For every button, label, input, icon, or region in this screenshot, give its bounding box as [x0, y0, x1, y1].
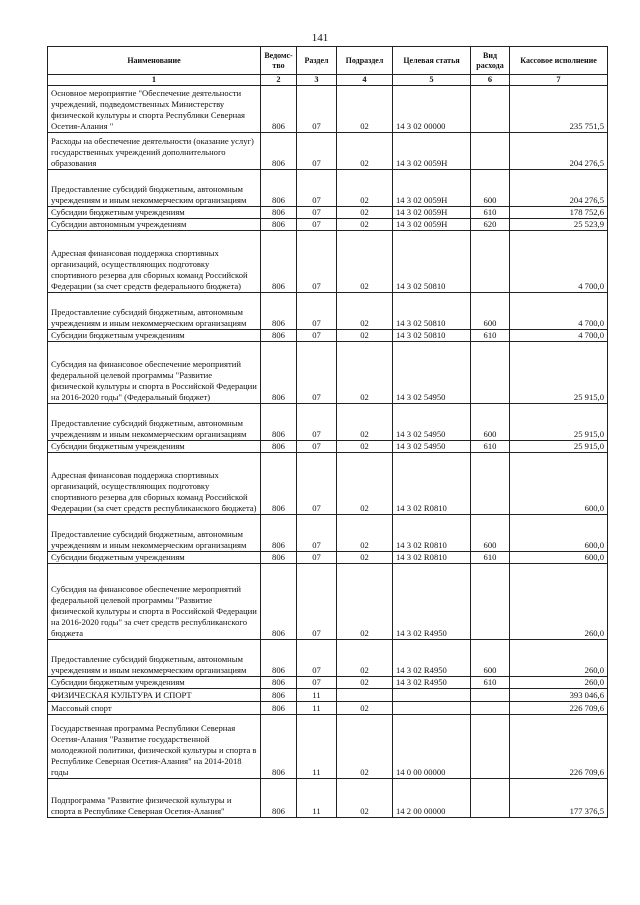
column-number: 2	[261, 75, 297, 86]
row-amount-cell: 600,0	[510, 453, 608, 515]
header-expense-type: Вид расхода	[471, 47, 510, 75]
row-amount-cell: 204 276,5	[510, 133, 608, 170]
row-section-cell: 07	[297, 453, 337, 515]
table-row	[48, 779, 608, 818]
row-amount-cell: 260,0	[510, 640, 608, 677]
row-name-cell: Массовый спорт	[48, 702, 261, 715]
row-target-article-cell: 14 3 02 R0810	[393, 515, 471, 552]
row-section-cell: 07	[297, 219, 337, 231]
row-expense-type-cell: 600	[471, 404, 510, 441]
row-name-cell: Государственная программа Республики Северная Осетия-Алания "Развитие государственной молодежной политики, физической культуры и спорта в Республике Северная Осетия-Алания" на 2014-2018 годы	[48, 715, 261, 779]
header-subsection: Подраздел	[337, 47, 393, 75]
row-subsection-cell: 02	[337, 552, 393, 564]
row-section-cell: 11	[297, 715, 337, 779]
row-subsection-cell: 02	[337, 330, 393, 342]
table-row	[48, 640, 608, 677]
row-section-cell: 11	[297, 689, 337, 702]
row-name-cell: Субсидия на финансовое обеспечение мероприятий федеральной целевой программы "Развитие физической культуры и спорта в Российской Федерации на 2016-2020 годы" за счет средств республиканского бюджета	[48, 564, 261, 640]
column-number-row	[48, 75, 608, 86]
header-department: Ведомс-тво	[261, 47, 297, 75]
row-target-article-cell: 14 3 02 0059Н	[393, 207, 471, 219]
row-subsection-cell: 02	[337, 564, 393, 640]
row-name-cell: Адресная финансовая поддержка спортивных организаций, осуществляющих подготовку спортивного резерва для сборных команд Российской Федерации (за счет средств федерального бюджета)	[48, 231, 261, 293]
row-expense-type-cell	[471, 564, 510, 640]
row-target-article-cell: 14 3 02 54950	[393, 404, 471, 441]
row-subsection-cell: 02	[337, 677, 393, 689]
row-target-article-cell: 14 0 00 00000	[393, 715, 471, 779]
column-number: 7	[510, 75, 608, 86]
row-target-article-cell: 14 3 02 0059Н	[393, 219, 471, 231]
row-expense-type-cell	[471, 779, 510, 818]
row-amount-cell: 25 915,0	[510, 342, 608, 404]
table-row	[48, 552, 608, 564]
row-target-article-cell: 14 3 02 50810	[393, 231, 471, 293]
row-section-cell: 07	[297, 293, 337, 330]
row-department-cell: 806	[261, 231, 297, 293]
row-target-article-cell: 14 3 02 00000	[393, 86, 471, 133]
row-expense-type-cell: 610	[471, 330, 510, 342]
row-subsection-cell: 02	[337, 342, 393, 404]
table-row	[48, 441, 608, 453]
row-name-cell: Предоставление субсидий бюджетным, автономным учреждениям и иным некоммерческим организациям	[48, 640, 261, 677]
table-row	[48, 86, 608, 133]
row-expense-type-cell: 620	[471, 219, 510, 231]
row-subsection-cell: 02	[337, 293, 393, 330]
row-name-cell: Расходы на обеспечение деятельности (оказание услуг) государственных учреждений дополнительного образования	[48, 133, 261, 170]
row-subsection-cell: 02	[337, 207, 393, 219]
row-name-cell: Субсидии бюджетным учреждениям	[48, 441, 261, 453]
row-target-article-cell: 14 3 02 R0810	[393, 552, 471, 564]
row-expense-type-cell	[471, 86, 510, 133]
row-subsection-cell: 02	[337, 702, 393, 715]
row-amount-cell: 204 276,5	[510, 170, 608, 207]
row-expense-type-cell	[471, 133, 510, 170]
column-number: 5	[393, 75, 471, 86]
header-name: Наименование	[48, 47, 261, 75]
row-amount-cell: 260,0	[510, 677, 608, 689]
row-subsection-cell: 02	[337, 133, 393, 170]
row-expense-type-cell	[471, 231, 510, 293]
row-expense-type-cell	[471, 702, 510, 715]
header-cash-execution: Кассовое исполнение	[510, 47, 608, 75]
row-target-article-cell: 14 3 02 54950	[393, 441, 471, 453]
table-row	[48, 702, 608, 715]
row-expense-type-cell: 610	[471, 441, 510, 453]
row-department-cell: 806	[261, 715, 297, 779]
row-section-cell: 07	[297, 564, 337, 640]
row-department-cell: 806	[261, 677, 297, 689]
row-department-cell: 806	[261, 640, 297, 677]
table-row	[48, 231, 608, 293]
row-department-cell: 806	[261, 330, 297, 342]
row-department-cell: 806	[261, 453, 297, 515]
row-amount-cell: 25 915,0	[510, 441, 608, 453]
row-target-article-cell: 14 3 02 0059Н	[393, 170, 471, 207]
row-expense-type-cell: 600	[471, 515, 510, 552]
row-section-cell: 07	[297, 404, 337, 441]
row-subsection-cell: 02	[337, 453, 393, 515]
row-name-cell: Подпрограмма "Развитие физической культуры и спорта в Республике Северная Осетия-Алания"	[48, 779, 261, 818]
row-section-cell: 11	[297, 702, 337, 715]
row-subsection-cell: 02	[337, 219, 393, 231]
row-name-cell: Субсидии бюджетным учреждениям	[48, 552, 261, 564]
table-row	[48, 715, 608, 779]
row-section-cell: 11	[297, 779, 337, 818]
row-subsection-cell: 02	[337, 779, 393, 818]
row-name-cell: Субсидии бюджетным учреждениям	[48, 330, 261, 342]
row-department-cell: 806	[261, 779, 297, 818]
row-name-cell: ФИЗИЧЕСКАЯ КУЛЬТУРА И СПОРТ	[48, 689, 261, 702]
row-section-cell: 07	[297, 133, 337, 170]
row-name-cell: Субсидии бюджетным учреждениям	[48, 677, 261, 689]
row-name-cell: Основное мероприятие "Обеспечение деятельности учреждений, подведомственных Министерству физической культуры и спорта Республики Северная Осетия-Алания "	[48, 86, 261, 133]
row-department-cell: 806	[261, 219, 297, 231]
row-section-cell: 07	[297, 207, 337, 219]
row-department-cell: 806	[261, 207, 297, 219]
column-number: 1	[48, 75, 261, 86]
row-expense-type-cell: 610	[471, 552, 510, 564]
row-expense-type-cell: 610	[471, 677, 510, 689]
row-expense-type-cell: 600	[471, 640, 510, 677]
row-department-cell: 806	[261, 404, 297, 441]
table-row	[48, 293, 608, 330]
row-section-cell: 07	[297, 86, 337, 133]
row-target-article-cell	[393, 689, 471, 702]
row-name-cell: Предоставление субсидий бюджетным, автономным учреждениям и иным некоммерческим организациям	[48, 170, 261, 207]
row-name-cell: Субсидии бюджетным учреждениям	[48, 207, 261, 219]
row-section-cell: 07	[297, 170, 337, 207]
header-section: Раздел	[297, 47, 337, 75]
row-subsection-cell: 02	[337, 170, 393, 207]
row-subsection-cell	[337, 689, 393, 702]
table-row	[48, 453, 608, 515]
table-row	[48, 564, 608, 640]
row-subsection-cell: 02	[337, 441, 393, 453]
row-department-cell: 806	[261, 564, 297, 640]
row-name-cell: Субсидия на финансовое обеспечение мероприятий федеральной целевой программы "Развитие физической культуры и спорта в Российской Федерации на 2016-2020 годы" (Федеральный бюджет)	[48, 342, 261, 404]
table-row	[48, 515, 608, 552]
row-amount-cell: 4 700,0	[510, 330, 608, 342]
row-department-cell: 806	[261, 293, 297, 330]
row-department-cell: 806	[261, 552, 297, 564]
row-name-cell: Адресная финансовая поддержка спортивных организаций, осуществляющих подготовку спортивного резерва для сборных команд Российской Федерации (за счет средств республиканского бюджета)	[48, 453, 261, 515]
row-amount-cell: 4 700,0	[510, 231, 608, 293]
row-amount-cell: 4 700,0	[510, 293, 608, 330]
row-section-cell: 07	[297, 640, 337, 677]
row-target-article-cell: 14 3 02 54950	[393, 342, 471, 404]
row-subsection-cell: 02	[337, 86, 393, 133]
row-amount-cell: 235 751,5	[510, 86, 608, 133]
table-row	[48, 219, 608, 231]
row-department-cell: 806	[261, 702, 297, 715]
row-target-article-cell: 14 3 02 R4950	[393, 677, 471, 689]
row-expense-type-cell	[471, 715, 510, 779]
row-name-cell: Субсидии автономным учреждениям	[48, 219, 261, 231]
row-section-cell: 07	[297, 552, 337, 564]
row-department-cell: 806	[261, 133, 297, 170]
table-row	[48, 404, 608, 441]
row-section-cell: 07	[297, 515, 337, 552]
row-section-cell: 07	[297, 342, 337, 404]
row-expense-type-cell	[471, 453, 510, 515]
row-expense-type-cell: 600	[471, 170, 510, 207]
column-number: 3	[297, 75, 337, 86]
row-target-article-cell: 14 3 02 50810	[393, 293, 471, 330]
column-number: 4	[337, 75, 393, 86]
table-row	[48, 689, 608, 702]
row-subsection-cell: 02	[337, 640, 393, 677]
table-row	[48, 170, 608, 207]
row-expense-type-cell	[471, 689, 510, 702]
row-department-cell: 806	[261, 342, 297, 404]
table-row	[48, 207, 608, 219]
row-target-article-cell: 14 3 02 R4950	[393, 640, 471, 677]
row-amount-cell: 260,0	[510, 564, 608, 640]
row-target-article-cell: 14 3 02 R0810	[393, 453, 471, 515]
row-expense-type-cell: 600	[471, 293, 510, 330]
table-header-row	[48, 47, 608, 75]
row-amount-cell: 393 046,6	[510, 689, 608, 702]
row-subsection-cell: 02	[337, 404, 393, 441]
row-department-cell: 806	[261, 515, 297, 552]
table-row	[48, 677, 608, 689]
row-name-cell: Предоставление субсидий бюджетным, автономным учреждениям и иным некоммерческим организациям	[48, 404, 261, 441]
column-number: 6	[471, 75, 510, 86]
row-expense-type-cell	[471, 342, 510, 404]
row-amount-cell: 178 752,6	[510, 207, 608, 219]
row-target-article-cell: 14 3 02 50810	[393, 330, 471, 342]
row-expense-type-cell: 610	[471, 207, 510, 219]
row-amount-cell: 226 709,6	[510, 715, 608, 779]
row-section-cell: 07	[297, 677, 337, 689]
row-subsection-cell: 02	[337, 515, 393, 552]
row-amount-cell: 600,0	[510, 552, 608, 564]
table-body	[48, 86, 608, 818]
row-subsection-cell: 02	[337, 715, 393, 779]
row-name-cell: Предоставление субсидий бюджетным, автономным учреждениям и иным некоммерческим организациям	[48, 293, 261, 330]
page-number: 141	[311, 32, 329, 44]
row-target-article-cell: 14 2 00 00000	[393, 779, 471, 818]
row-target-article-cell: 14 3 02 R4950	[393, 564, 471, 640]
header-target-article: Целевая статья	[393, 47, 471, 75]
row-subsection-cell: 02	[337, 231, 393, 293]
row-amount-cell: 177 376,5	[510, 779, 608, 818]
row-amount-cell: 25 915,0	[510, 404, 608, 441]
row-section-cell: 07	[297, 231, 337, 293]
row-name-cell: Предоставление субсидий бюджетным, автономным учреждениям и иным некоммерческим организациям	[48, 515, 261, 552]
table-row	[48, 330, 608, 342]
row-amount-cell: 600,0	[510, 515, 608, 552]
table-row	[48, 133, 608, 170]
row-target-article-cell	[393, 702, 471, 715]
row-amount-cell: 25 523,9	[510, 219, 608, 231]
row-amount-cell: 226 709,6	[510, 702, 608, 715]
table-row	[48, 342, 608, 404]
row-target-article-cell: 14 3 02 0059Н	[393, 133, 471, 170]
row-section-cell: 07	[297, 330, 337, 342]
row-department-cell: 806	[261, 170, 297, 207]
row-section-cell: 07	[297, 441, 337, 453]
row-department-cell: 806	[261, 441, 297, 453]
row-department-cell: 806	[261, 86, 297, 133]
row-department-cell: 806	[261, 689, 297, 702]
budget-execution-table	[47, 46, 608, 818]
